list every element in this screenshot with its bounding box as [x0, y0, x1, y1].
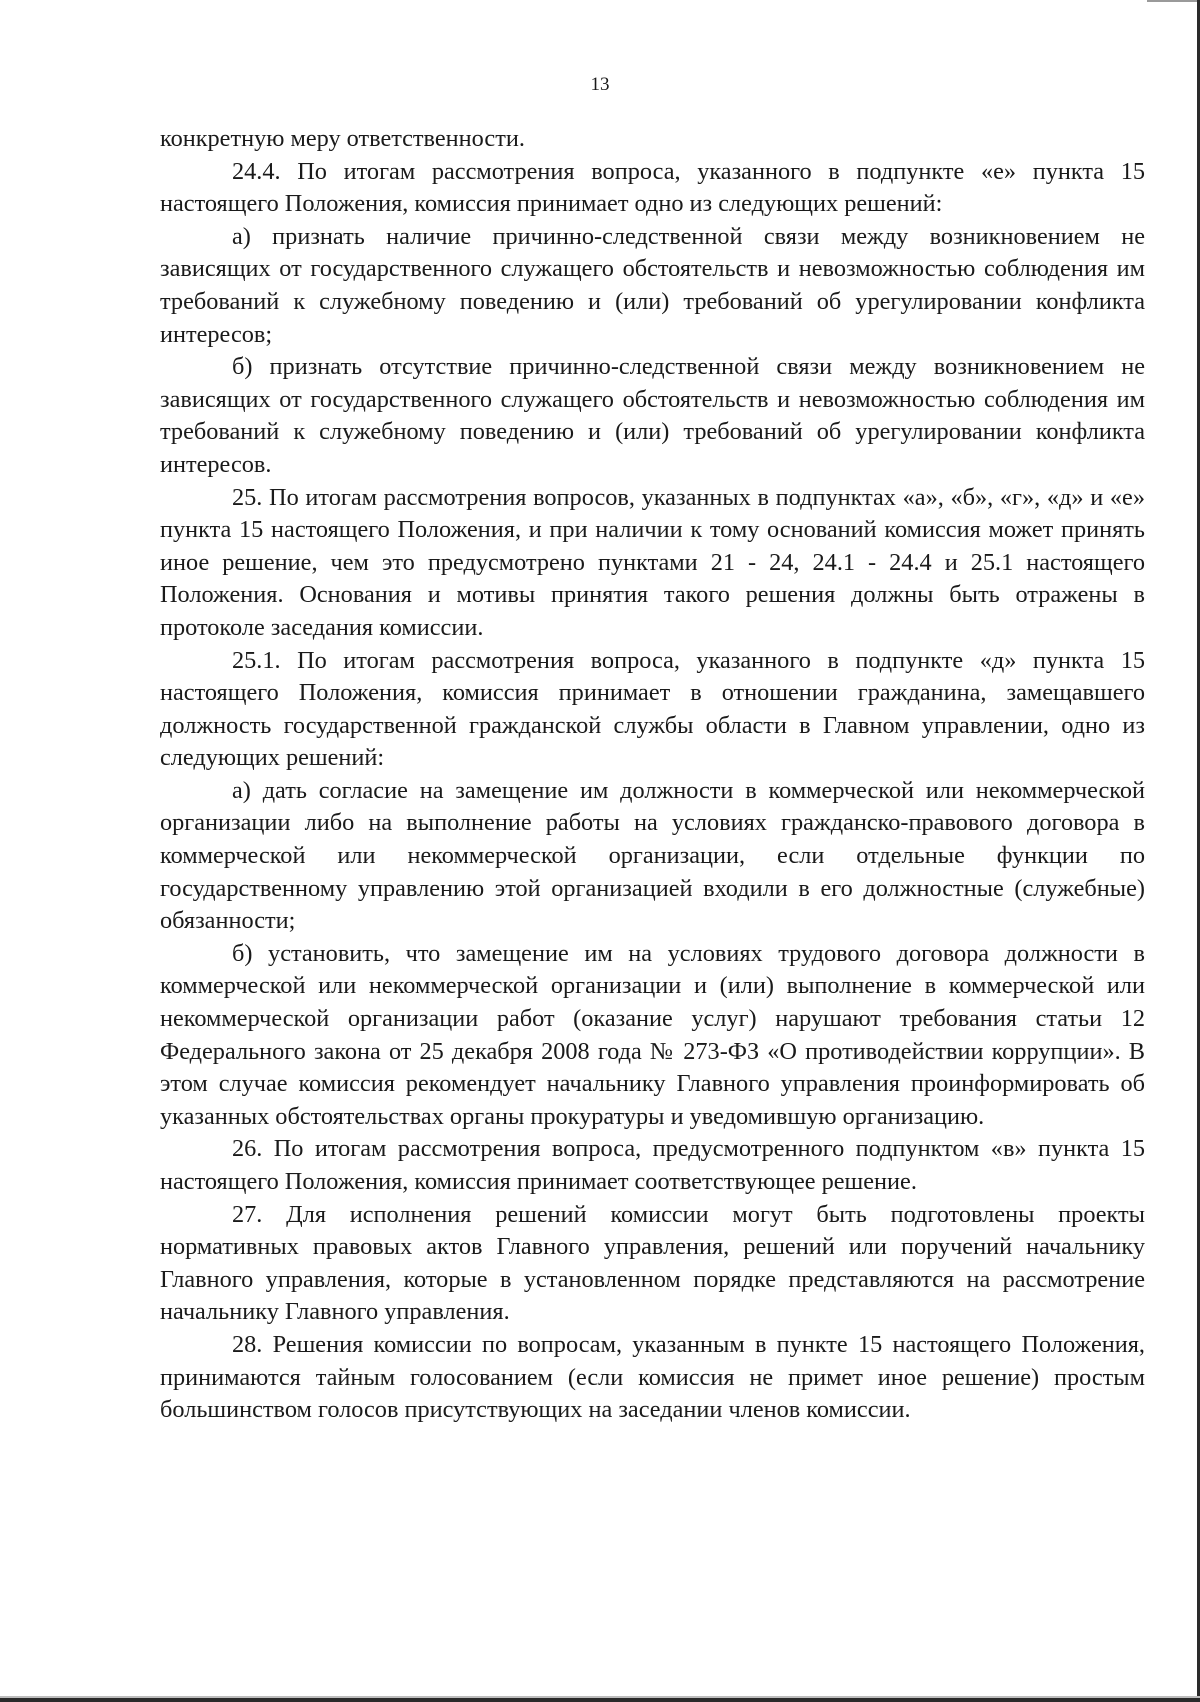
paragraph-25: 25. По итогам рассмотрения вопросов, указанных в подпунктах «а», «б», «г», «д» и «е» пункта 15 настоящего Положения, и при наличии к тому оснований комиссия может принять иное решение, чем это предусмотрено пунктами 21 - 24, 24.1 - 24.4 и 25.1 настоящего Положения. Основания и мотивы принятия такого решения должны быть отражены в протоколе заседания комиссии. [160, 483, 1145, 641]
paragraph-continuation: конкретную меру ответственности. [160, 125, 525, 152]
page-number: 13 [590, 74, 610, 95]
paragraph-24-4: 24.4. По итогам рассмотрения вопроса, указанного в подпункте «е» пункта 15 настоящего Положения, комиссия принимает одно из следующих решений: [160, 157, 1145, 218]
paragraph-24-4-a: а) признать наличие причинно-следственной связи между возникновением не зависящих от государственного служащего обстоятельств и невозможностью соблюдения им требований к служебному поведению и (или) требований об урегулировании конфликта интересов; [160, 222, 1145, 348]
paragraph-25-1: 25.1. По итогам рассмотрения вопроса, указанного в подпункте «д» пункта 15 настоящего Положения, комиссия принимает в отношении гражданина, замещавшего должность государственной гражданской службы области в Главном управлении, одно из следующих решений: [160, 646, 1145, 772]
scan-edge-bottom [0, 1698, 1200, 1702]
paragraph-25-1-b: б) установить, что замещение им на условиях трудового договора должности в коммерческой или некоммерческой организации и (или) выполнение в коммерческой или некоммерческой организации работ (оказание услуг) нарушают требования статьи 12 Федерального закона от 25 декабря 2008 года № 273-ФЗ «О противодействии коррупции». В этом случае комиссия рекомендует начальнику Главного управления проинформировать об указанных обстоятельствах органы прокуратуры и уведомившую организацию. [160, 939, 1145, 1130]
paragraph-26: 26. По итогам рассмотрения вопроса, предусмотренного подпунктом «в» пункта 15 настоящего Положения, комиссия принимает соответствующее решение. [160, 1135, 1145, 1195]
document-body [160, 123, 1145, 1427]
paragraph-27: 27. Для исполнения решений комиссии могут быть подготовлены проекты нормативных правовых актов Главного управления, решений или поручений начальнику Главного управления, которые в установленном порядке представляются на рассмотрение начальнику Главного управления. [160, 1200, 1145, 1326]
scan-edge-mark [1147, 0, 1197, 2]
paragraph-28: 28. Решения комиссии по вопросам, указанным в пункте 15 настоящего Положения, принимаются тайным голосованием (если комиссия не примет иное решение) простым большинством голосов присутствующих на заседании членов комиссии. [160, 1330, 1145, 1424]
paragraph-25-1-a: а) дать согласие на замещение им должности в коммерческой или некоммерческой организации либо на выполнение работы на условиях гражданско-правового договора в коммерческой или некоммерческой организации, если отдельные функции по государственному управлению этой организацией входили в его должностные (служебные) обязанности; [160, 776, 1145, 935]
paragraph-24-4-b: б) признать отсутствие причинно-следственной связи между возникновением не зависящих от государственного служащего обстоятельств и невозможностью соблюдения им требований к служебному поведению и (или) требований об урегулировании конфликта интересов. [160, 353, 1145, 478]
